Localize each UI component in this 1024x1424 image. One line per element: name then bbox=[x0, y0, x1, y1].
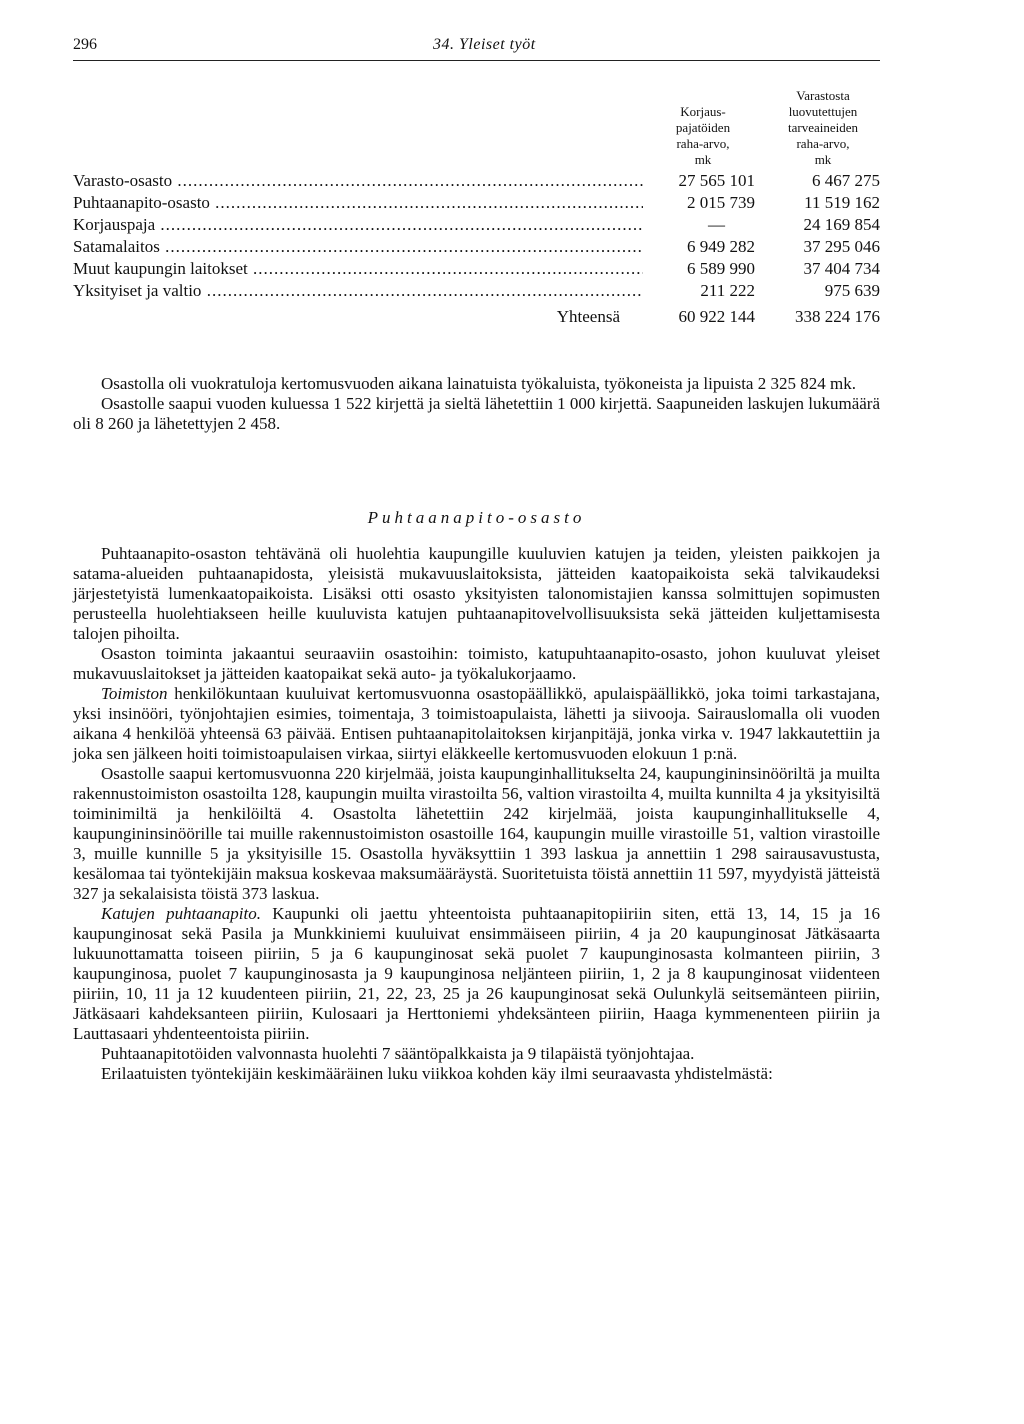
table-row bbox=[73, 192, 880, 214]
paragraph-lead: Katujen puhtaanapito. bbox=[101, 904, 262, 923]
col2-header-line: raha-arvo, bbox=[796, 136, 850, 151]
row-value-2: 37 295 046 bbox=[803, 237, 880, 256]
row-value-2: 37 404 734 bbox=[803, 259, 880, 278]
paragraph-text: henkilökuntaan kuuluivat kertomusvuonna osastopäällikkö, apulaispäällikkö, joka toimi tarkastajana, yksi insinööri, työnjohtajien esimies, toimentaja, 3 toimistoapulaista, lähetti ja siivooja. Sairauslomalla oli vuoden aikana 4 henkilöä yhteensä 63 päivää. Entisen puhtaanapitolaitoksen kirjanpitäjä, jonka virka v. 1947 lakkautettiin ja joka sen jälkeen hoiti toimistoapulaisen virkaa, siirtyi eläkkeelle kertomusvuoden elokuun 1 p:nä. bbox=[73, 684, 880, 763]
total-label: Yhteensä bbox=[556, 307, 620, 326]
table-row bbox=[73, 258, 880, 280]
paragraph bbox=[73, 684, 880, 764]
paragraph: Erilaatuisten työntekijäin keskimääräinen luku viikkoa kohden käy ilmi seuraavasta yhdistelmästä: bbox=[101, 1064, 773, 1083]
total-value-1: 60 922 144 bbox=[678, 307, 755, 326]
section-title: Puhtaanapito-osasto bbox=[367, 508, 586, 527]
paragraph-text: Kaupunki oli jaettu yhteentoista puhtaanapitopiiriin siten, että 13, 14, 15 ja 16 kaupunginosat sekä Pasila ja Munkkiniemi kuuluivat ensimmäiseen piiriin, 4 ja 20 kaupunginosat Jätkäsaarta lukuunottamatta toiseen piiriin, 5 ja 6 kaupunginosat sekä puolet 7 kaupunginosasta kolmanteen piiriin, 3 kaupunginosa, puolet 7 kaupunginosasta ja 9 kaupunginosa neljänteen piiriin, 1, 2 ja 8 kaupunginosat viidenteen piiriin, 10, 11 ja 12 kuudenteen piiriin, 21, 22, 23, 25 ja 26 kaupunginosat sekä Oulunkylä seitsemänteen piiriin, Jätkäsaari kahdeksanteen piiriin, Kulosaari ja Herttoniemi yhdeksänteen piiriin, Haaga kymmenenteen piiriin ja Lauttasaari yhdenteentoista piiriin. bbox=[73, 904, 881, 1043]
table-row bbox=[73, 280, 880, 302]
col1-header-line: Korjaus- bbox=[680, 104, 726, 119]
col2-header-line: tarveaineiden bbox=[787, 120, 858, 135]
col2-header-line: Varastosta bbox=[796, 88, 850, 103]
col2-header-line: mk bbox=[814, 152, 832, 167]
row-label: Muut kaupungin laitokset ..... bbox=[73, 258, 643, 280]
paragraph: Osastolla oli vuokratuloja kertomusvuoden aikana lainatuista työkaluista, työkoneista ja lipuista 2 325 824 mk. bbox=[101, 374, 856, 393]
running-title: 34. Yleiset työt bbox=[433, 36, 536, 53]
row-label: Yksityiset ja valtio ..... bbox=[73, 280, 643, 302]
col1-header-line: pajatöiden bbox=[675, 120, 731, 135]
section-body bbox=[73, 544, 880, 1084]
paragraph: Osastolle saapui kertomusvuonna 220 kirjelmää, joista kaupunginhallitukselta 24, kaupungininsinööriltä ja muilta rakennustoimiston osastoilta 128, kaupungin muilta virastoilta 56, valtion virastoilta 4, muilta kunnilta 4 ja yksityisiltä toiminimiltä ja henkilöiltä 4. Osastolta lähetettiin 242 kirjelmää, joista kaupunginhallitukselle 4, kaupungininsinöörille tai muille rakennustoimiston osastoille 164, kaupungin muille virastoille 51, valtion virastoille 3, muille kunnille 5 ja yksityisille 15. Osastolla hyväksyttiin 1 393 laskua ja annettiin 1 298 sairausavustusta, kesälomaa tai työntekijäin maksua koskevaa maksumääräystä. Suoritetuista töistä annettiin 11 597, myydyistä jätteistä 327 ja sekalaisista töistä 373 laskua. bbox=[73, 764, 880, 903]
paragraph-lead: Toimiston bbox=[101, 684, 168, 703]
column-header-supplies-value bbox=[766, 88, 880, 168]
intro-text bbox=[73, 374, 880, 434]
paragraph: Puhtaanapito-osaston tehtävänä oli huolehtia kaupungille kuuluvien katujen ja teiden, yleisten paikkojen ja satama-alueiden puhtaanapidosta, yleisistä mukavuuslaitoksista, jätteiden kaatopaikoista sekä talvikaudeksi järjestetyistä lumenkaatopaikoista. Lisäksi otti osasto yksityisten talonomistajien kanssa solmittujen sopimusten perusteella huolehtiakseen heille kuuluvista katujen puhtaanapitovelvollisuuksista sekä jätteiden kuljettamisesta talojen pihoilta. bbox=[73, 544, 880, 643]
col1-header-line: mk bbox=[694, 152, 712, 167]
paragraph: Osastolle saapui vuoden kuluessa 1 522 kirjettä ja sieltä lähetettiin 1 000 kirjettä. Saapuneiden laskujen lukumäärä oli 8 260 ja lähetettyjen 2 458. bbox=[73, 394, 880, 433]
header-rule bbox=[73, 60, 880, 61]
row-label: Korjauspaja ..... bbox=[73, 214, 643, 236]
row-value-1: 27 565 101 bbox=[678, 171, 755, 190]
col1-header-line: raha-arvo, bbox=[676, 136, 730, 151]
column-header-repair-value bbox=[642, 104, 764, 168]
row-label: Puhtaanapito-osasto ..... bbox=[73, 192, 643, 214]
paragraph bbox=[73, 904, 880, 1044]
paragraph: Puhtaanapitotöiden valvonnasta huolehti 7 sääntöpalkkaista ja 9 tilapäistä työnjohtajaa. bbox=[101, 1044, 695, 1063]
row-value-1: 211 222 bbox=[700, 281, 755, 300]
page-number: 296 bbox=[73, 36, 97, 53]
row-value-2: 975 639 bbox=[824, 281, 880, 300]
row-value-2: 6 467 275 bbox=[812, 171, 880, 190]
row-value-2: 11 519 162 bbox=[804, 193, 880, 212]
paragraph: Osaston toiminta jakaantui seuraaviin osastoihin: toimisto, katupuhtaanapito-osasto, johon kuuluvat yleiset mukavuuslaitokset ja jätteiden kaatopaikat sekä auto- ja työkalukorjaamo. bbox=[73, 644, 880, 683]
row-label: Varasto-osasto ..... bbox=[73, 170, 643, 192]
table-row bbox=[73, 236, 880, 258]
table-total-row bbox=[73, 306, 880, 328]
row-value-2: 24 169 854 bbox=[803, 215, 880, 234]
row-value-1: 6 949 282 bbox=[687, 237, 755, 256]
row-label: Satamalaitos ..... bbox=[73, 236, 643, 258]
row-value-1: — bbox=[708, 215, 725, 234]
table-row bbox=[73, 214, 880, 236]
col2-header-line: luovutettujen bbox=[788, 104, 858, 119]
row-value-1: 6 589 990 bbox=[687, 259, 755, 278]
total-value-2: 338 224 176 bbox=[795, 307, 880, 326]
table-row bbox=[73, 170, 880, 192]
row-value-1: 2 015 739 bbox=[687, 193, 755, 212]
page-header bbox=[73, 36, 880, 62]
